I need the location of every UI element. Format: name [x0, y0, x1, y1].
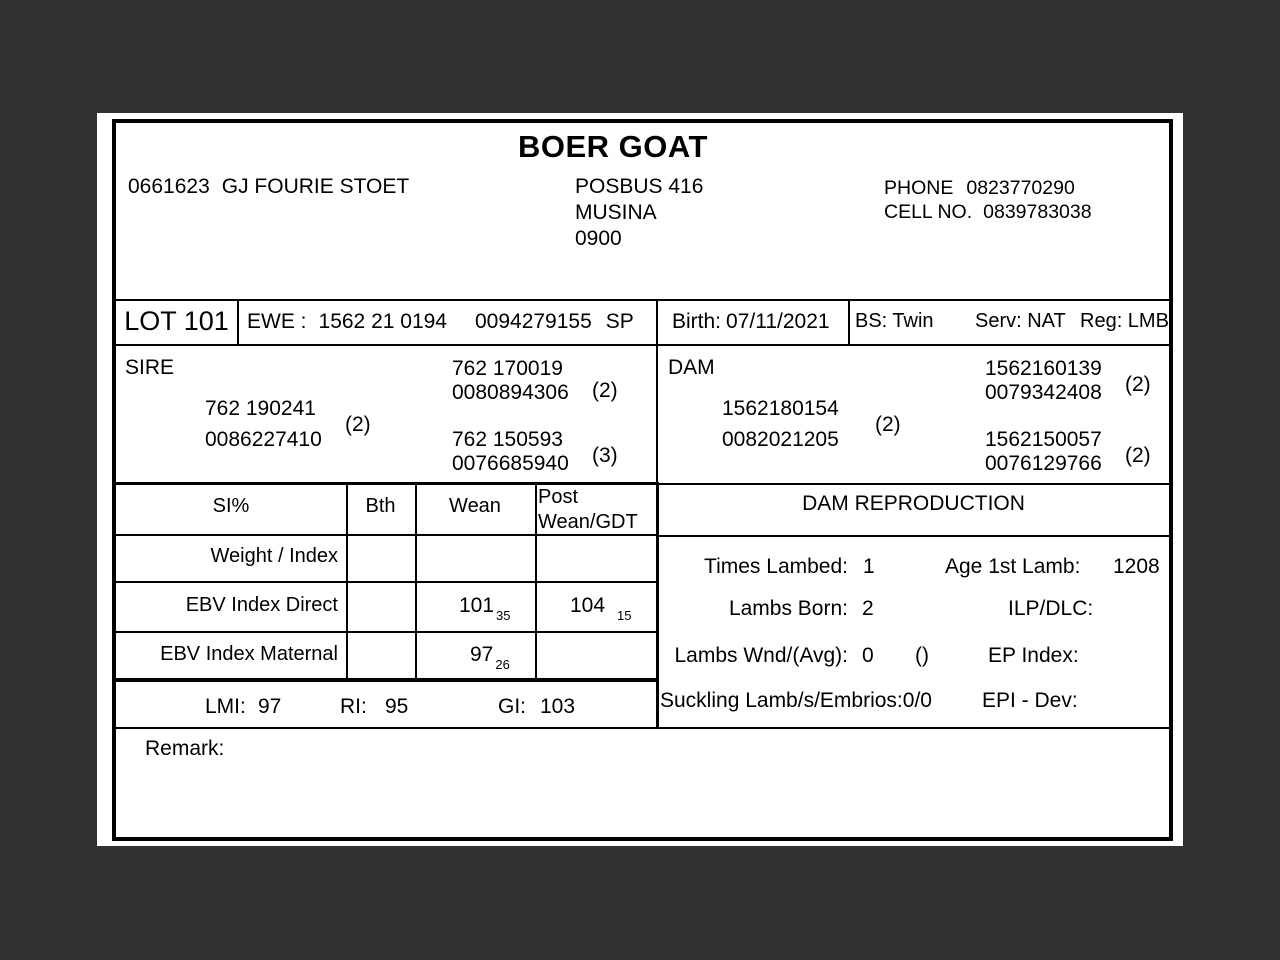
address-line: MUSINA [575, 201, 657, 224]
lambs-weaned-avg: () [915, 644, 929, 667]
divider [535, 482, 537, 682]
sire-reg: 0086227410 [205, 428, 322, 451]
dam-reproduction-title: DAM REPRODUCTION [802, 492, 1025, 515]
suckling-value: 0/0 [902, 689, 932, 712]
dam-sire-reg: 0079342408 [985, 381, 1102, 404]
ewe-suffix: SP [605, 309, 634, 333]
service-type: Serv: NAT [975, 310, 1066, 332]
lambs-born-label: Lambs Born: [728, 597, 848, 620]
divider [116, 581, 658, 583]
dam-id: 1562180154 [722, 397, 839, 420]
lambs-weaned-label: Lambs Wnd/(Avg): [674, 644, 848, 667]
address-block [575, 174, 703, 252]
dam-section-label: DAM [668, 356, 715, 379]
phone-label: PHONE [884, 177, 954, 199]
suckling-label: Suckling Lamb/s/Embrios: [660, 689, 903, 712]
divider [848, 299, 850, 346]
dam-note: (2) [875, 413, 901, 436]
ebv-direct-post-value [570, 594, 632, 623]
cell-label: CELL NO. [884, 201, 973, 223]
sire-dam-note: (3) [592, 444, 618, 467]
address-line: POSBUS 416 [575, 175, 704, 198]
ebv-direct-row-label: EBV Index Direct [185, 594, 338, 616]
postwean-col-header-line2: Wean/GDT [538, 511, 638, 533]
age-first-lamb-value: 1208 [1113, 555, 1160, 578]
breeder-member-no: 0661623 [128, 175, 210, 198]
dam-dam-id: 1562150057 [985, 428, 1102, 451]
ewe-id: 1562 21 0194 [318, 309, 447, 333]
lmi-label: LMI: [205, 695, 246, 718]
cell-value: 0839783038 [983, 201, 1092, 223]
ri-label: RI: [340, 695, 367, 718]
ebv-direct-post-index: 104 [570, 594, 606, 617]
animal-id-line [247, 299, 634, 344]
weight-index-row-label: Weight / Index [210, 545, 338, 567]
registration-type: Reg: LMB [1080, 310, 1169, 332]
divider [237, 299, 239, 346]
birth-date: 07/11/2021 [726, 309, 830, 333]
dam-sire-note: (2) [1125, 373, 1151, 396]
ebv-direct-wean-index: 101 [459, 594, 495, 617]
dam-sire-id: 1562160139 [985, 357, 1102, 380]
sire-sire-reg: 0080894306 [452, 381, 569, 404]
ewe-reg-no: 0094279155 [474, 309, 592, 333]
page-title: BOER GOAT [518, 129, 708, 164]
gi-label: GI: [498, 695, 527, 718]
remark-label: Remark: [145, 737, 225, 760]
divider [116, 727, 1169, 729]
lmi-value: 97 [258, 695, 282, 718]
address-line: 0900 [575, 227, 622, 250]
divider [658, 535, 1169, 537]
birth-cell [672, 299, 830, 344]
birth-label: Birth: [672, 309, 722, 333]
ebv-maternal-wean-accuracy: 26 [495, 657, 510, 672]
times-lambed-value: 1 [863, 555, 875, 578]
wean-col-header: Wean [449, 495, 501, 517]
epi-dev-label: EPI - Dev: [982, 689, 1078, 712]
sire-id: 762 190241 [205, 397, 316, 420]
sire-section-label: SIRE [125, 356, 175, 379]
si-col-header: SI% [212, 495, 250, 517]
divider [116, 344, 1169, 346]
contact-block [884, 176, 1092, 224]
sire-dam-reg: 0076685940 [452, 452, 569, 475]
ep-index-label: EP Index: [988, 644, 1079, 667]
phone-line [884, 176, 1092, 200]
sire-note: (2) [345, 413, 371, 436]
cell-line [884, 200, 1092, 224]
lambs-born-value: 2 [862, 597, 874, 620]
breeder-line [128, 175, 409, 199]
divider [656, 299, 658, 485]
ewe-label: EWE : [247, 309, 307, 333]
times-lambed-label: Times Lambed: [704, 555, 848, 578]
phone-value: 0823770290 [966, 177, 1075, 199]
sire-sire-id: 762 170019 [452, 357, 563, 380]
gi-value: 103 [540, 695, 576, 718]
divider [656, 482, 659, 729]
dam-reg: 0082021205 [722, 428, 839, 451]
divider [116, 678, 658, 682]
ri-value: 95 [385, 695, 409, 718]
birth-status: BS: Twin [855, 310, 934, 332]
ilp-dlc-label: ILP/DLC: [1008, 597, 1094, 620]
catalog-card [97, 113, 1183, 846]
divider [116, 631, 658, 633]
ebv-maternal-wean-index: 97 [470, 643, 494, 666]
divider [116, 482, 658, 485]
ebv-maternal-wean-value [470, 643, 510, 672]
sire-sire-note: (2) [592, 379, 618, 402]
lambs-weaned-value: 0 [862, 644, 874, 667]
ebv-maternal-row-label: EBV Index Maternal [160, 643, 338, 665]
ebv-direct-wean-value [459, 594, 511, 623]
age-first-lamb-label: Age 1st Lamb: [945, 555, 1081, 578]
breeder-stud-name: GJ FOURIE STOET [221, 175, 410, 198]
dam-dam-note: (2) [1125, 444, 1151, 467]
sire-dam-id: 762 150593 [452, 428, 563, 451]
divider [658, 483, 1169, 485]
lot-number: LOT 101 [124, 306, 229, 336]
divider [116, 534, 658, 536]
bth-col-header: Bth [365, 495, 396, 517]
ebv-direct-post-accuracy: 15 [617, 608, 632, 623]
ebv-direct-wean-accuracy: 35 [496, 608, 511, 623]
suckling-line [660, 689, 932, 713]
dam-dam-reg: 0076129766 [985, 452, 1102, 475]
postwean-col-header-line1: Post [538, 486, 579, 508]
